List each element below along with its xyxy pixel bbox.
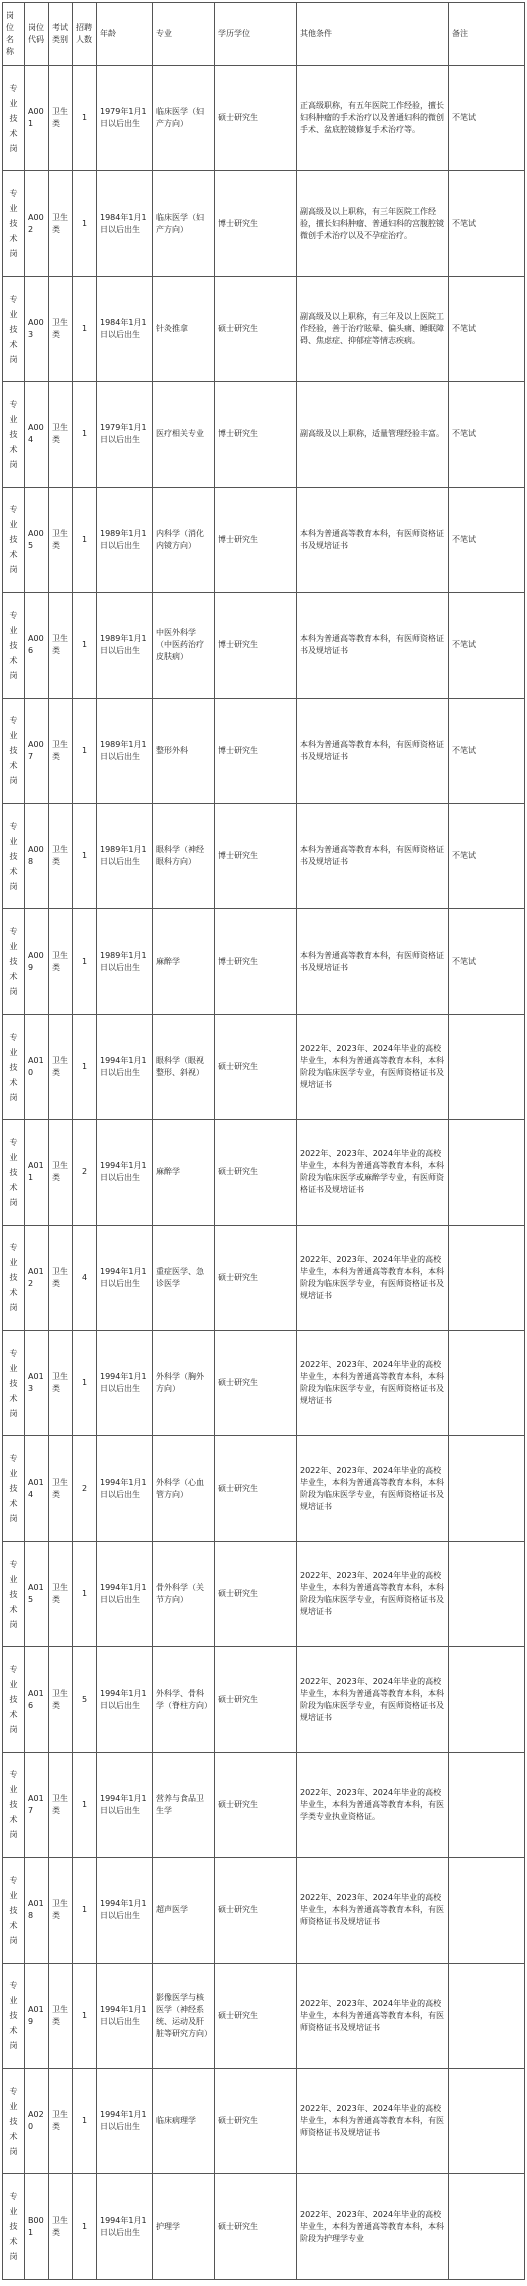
cell-education: 硕士研究生: [215, 1014, 297, 1119]
cell-age: 1994年1月1日以后出生: [97, 2174, 153, 2280]
cell-education: 博士研究生: [215, 171, 297, 276]
cell-hire-count: 1: [73, 1752, 97, 1857]
cell-note: 不笔试: [449, 909, 525, 1014]
cell-position-code: A013: [25, 1331, 49, 1436]
cell-other-conditions: 本科为普通高等教育本科，有医师资格证书及规培证书: [297, 487, 449, 592]
cell-major: 外科学（心血管方向）: [153, 1436, 215, 1541]
table-row: [3, 171, 525, 276]
cell-age: 1989年1月1日以后出生: [97, 593, 153, 698]
cell-age: 1994年1月1日以后出生: [97, 1752, 153, 1857]
cell-position-name: 专业技术岗: [3, 276, 25, 381]
cell-note: [449, 1963, 525, 2068]
cell-major: 医疗相关专业: [153, 382, 215, 487]
cell-exam-type: 卫生类: [49, 1647, 73, 1752]
cell-age: 1994年1月1日以后出生: [97, 1858, 153, 1963]
cell-other-conditions: 正高级职称，有五年医院工作经验，擅长妇科肿瘤的手术治疗以及普通妇科的微创手术、盆底腔镜修复手术治疗等。: [297, 66, 449, 171]
cell-exam-type: 卫生类: [49, 1858, 73, 1963]
cell-major: 整形外科: [153, 698, 215, 803]
cell-major: 超声医学: [153, 1858, 215, 1963]
table-row: [3, 909, 525, 1014]
cell-note: 不笔试: [449, 382, 525, 487]
cell-major: 麻醉学: [153, 1120, 215, 1225]
cell-other-conditions: 本科为普通高等教育本科，有医师资格证书及规培证书: [297, 698, 449, 803]
cell-note: 不笔试: [449, 66, 525, 171]
cell-education: 博士研究生: [215, 593, 297, 698]
cell-position-code: A002: [25, 171, 49, 276]
cell-exam-type: 卫生类: [49, 1120, 73, 1225]
cell-hire-count: 1: [73, 1331, 97, 1436]
cell-position-code: A010: [25, 1014, 49, 1119]
table-row: [3, 593, 525, 698]
cell-other-conditions: 2022年、2023年、2024年毕业的高校毕业生，本科为普通高等教育本科，本科阶段为临床医学专业，有医师资格证书及规培证书: [297, 1647, 449, 1752]
cell-hire-count: 1: [73, 698, 97, 803]
cell-note: [449, 1858, 525, 1963]
cell-major: 骨外科学（关节方向）: [153, 1541, 215, 1646]
table-header-row: [3, 3, 525, 66]
cell-exam-type: 卫生类: [49, 2069, 73, 2174]
table-row: [3, 66, 525, 171]
cell-hire-count: 1: [73, 1014, 97, 1119]
cell-education: 硕士研究生: [215, 1858, 297, 1963]
cell-major: 眼科学（眼视整形、斜视）: [153, 1014, 215, 1119]
cell-note: 不笔试: [449, 171, 525, 276]
cell-other-conditions: 2022年、2023年、2024年毕业的高校毕业生，本科为普通高等教育本科，本科阶段为临床医学专业，有医师资格证书及规培证书: [297, 1436, 449, 1541]
cell-position-name: 专业技术岗: [3, 698, 25, 803]
cell-position-name: 专业技术岗: [3, 171, 25, 276]
table-row: [3, 1014, 525, 1119]
cell-age: 1989年1月1日以后出生: [97, 698, 153, 803]
cell-education: 博士研究生: [215, 487, 297, 592]
table-row: [3, 1858, 525, 1963]
header-major: 专业: [153, 3, 215, 66]
cell-age: 1994年1月1日以后出生: [97, 1963, 153, 2068]
cell-education: 硕士研究生: [215, 1225, 297, 1330]
cell-education: 硕士研究生: [215, 1120, 297, 1225]
table-row: [3, 1225, 525, 1330]
cell-major: 中医外科学（中医药治疗皮肤病）: [153, 593, 215, 698]
cell-exam-type: 卫生类: [49, 1436, 73, 1541]
cell-note: [449, 1752, 525, 1857]
cell-position-name: 专业技术岗: [3, 1014, 25, 1119]
cell-position-code: A017: [25, 1752, 49, 1857]
cell-exam-type: 卫生类: [49, 487, 73, 592]
cell-hire-count: 1: [73, 1541, 97, 1646]
cell-education: 博士研究生: [215, 382, 297, 487]
cell-age: 1989年1月1日以后出生: [97, 803, 153, 908]
cell-education: 硕士研究生: [215, 1963, 297, 2068]
cell-other-conditions: 2022年、2023年、2024年毕业的高校毕业生，本科为普通高等教育本科，有医学类专业执业资格证。: [297, 1752, 449, 1857]
cell-major: 临床医学（妇产方向）: [153, 171, 215, 276]
cell-hire-count: 1: [73, 382, 97, 487]
cell-education: 硕士研究生: [215, 1331, 297, 1436]
cell-note: 不笔试: [449, 487, 525, 592]
cell-education: 硕士研究生: [215, 2174, 297, 2280]
cell-position-code: A005: [25, 487, 49, 592]
cell-note: 不笔试: [449, 803, 525, 908]
cell-position-code: A019: [25, 1963, 49, 2068]
cell-position-code: A011: [25, 1120, 49, 1225]
cell-position-code: B001: [25, 2174, 49, 2280]
cell-other-conditions: 2022年、2023年、2024年毕业的高校毕业生，本科为普通高等教育本科，本科阶段为临床医学专业，有医师资格证书及规培证书: [297, 1331, 449, 1436]
cell-note: 不笔试: [449, 698, 525, 803]
cell-exam-type: 卫生类: [49, 1225, 73, 1330]
cell-major: 针灸推拿: [153, 276, 215, 381]
cell-position-name: 专业技术岗: [3, 1752, 25, 1857]
cell-position-code: A016: [25, 1647, 49, 1752]
cell-other-conditions: 本科为普通高等教育本科，有医师资格证书及规培证书: [297, 593, 449, 698]
cell-age: 1994年1月1日以后出生: [97, 1647, 153, 1752]
cell-exam-type: 卫生类: [49, 1331, 73, 1436]
cell-exam-type: 卫生类: [49, 1963, 73, 2068]
cell-position-name: 专业技术岗: [3, 1436, 25, 1541]
cell-position-code: A001: [25, 66, 49, 171]
cell-position-name: 专业技术岗: [3, 2174, 25, 2280]
cell-position-name: 专业技术岗: [3, 66, 25, 171]
cell-age: 1994年1月1日以后出生: [97, 1014, 153, 1119]
header-name: 岗位名称: [3, 3, 25, 66]
cell-age: 1994年1月1日以后出生: [97, 1120, 153, 1225]
cell-major: 临床医学（妇产方向）: [153, 66, 215, 171]
cell-exam-type: 卫生类: [49, 593, 73, 698]
cell-position-code: A007: [25, 698, 49, 803]
cell-hire-count: 1: [73, 909, 97, 1014]
cell-hire-count: 1: [73, 66, 97, 171]
table-row: [3, 803, 525, 908]
cell-exam-type: 卫生类: [49, 803, 73, 908]
cell-major: 内科学（消化内镜方向）: [153, 487, 215, 592]
cell-position-name: 专业技术岗: [3, 593, 25, 698]
table-row: [3, 1436, 525, 1541]
cell-hire-count: 1: [73, 593, 97, 698]
cell-hire-count: 1: [73, 171, 97, 276]
cell-position-code: A015: [25, 1541, 49, 1646]
cell-hire-count: 1: [73, 276, 97, 381]
cell-exam-type: 卫生类: [49, 382, 73, 487]
table-row: [3, 2174, 525, 2280]
cell-exam-type: 卫生类: [49, 1541, 73, 1646]
cell-age: 1994年1月1日以后出生: [97, 1436, 153, 1541]
cell-other-conditions: 2022年、2023年、2024年毕业的高校毕业生，本科为普通高等教育本科，本科阶段为临床医学专业，有医师资格证书及规培证书: [297, 1541, 449, 1646]
cell-note: [449, 2069, 525, 2174]
cell-major: 护理学: [153, 2174, 215, 2280]
cell-position-code: A006: [25, 593, 49, 698]
cell-exam-type: 卫生类: [49, 276, 73, 381]
table-body: [3, 66, 525, 2280]
cell-age: 1979年1月1日以后出生: [97, 382, 153, 487]
cell-hire-count: 2: [73, 1120, 97, 1225]
cell-major: 外科学（胸外方向）: [153, 1331, 215, 1436]
cell-other-conditions: 副高级及以上职称，有三年医院工作经验，擅长妇科肿瘤、普通妇科的宫腹腔镜微创手术治疗以及不孕症治疗。: [297, 171, 449, 276]
cell-age: 1994年1月1日以后出生: [97, 1225, 153, 1330]
cell-hire-count: 5: [73, 1647, 97, 1752]
cell-age: 1989年1月1日以后出生: [97, 909, 153, 1014]
header-exam-type: 考试类别: [49, 3, 73, 66]
cell-other-conditions: 2022年、2023年、2024年毕业的高校毕业生，本科为普通高等教育本科，本科阶段为临床医学专业，有医师资格证书及规培证书: [297, 1225, 449, 1330]
cell-age: 1984年1月1日以后出生: [97, 171, 153, 276]
table-row: [3, 1752, 525, 1857]
cell-major: 外科学、骨科学（脊柱方向）: [153, 1647, 215, 1752]
header-count: 招聘人数: [73, 3, 97, 66]
table-row: [3, 1541, 525, 1646]
table-row: [3, 1120, 525, 1225]
table-row: [3, 487, 525, 592]
cell-position-name: 专业技术岗: [3, 1963, 25, 2068]
cell-hire-count: 1: [73, 1963, 97, 2068]
table-row: [3, 1647, 525, 1752]
cell-education: 硕士研究生: [215, 1647, 297, 1752]
header-code: 岗位代码: [25, 3, 49, 66]
header-education: 学历学位: [215, 3, 297, 66]
cell-hire-count: 1: [73, 803, 97, 908]
cell-exam-type: 卫生类: [49, 2174, 73, 2280]
cell-age: 1989年1月1日以后出生: [97, 487, 153, 592]
cell-position-name: 专业技术岗: [3, 1858, 25, 1963]
cell-major: 影像医学与核医学（神经系统、运动及肝脏等研究方向）: [153, 1963, 215, 2068]
cell-position-code: A003: [25, 276, 49, 381]
table-row: [3, 1963, 525, 2068]
cell-position-name: 专业技术岗: [3, 803, 25, 908]
cell-note: [449, 1647, 525, 1752]
cell-age: 1994年1月1日以后出生: [97, 1331, 153, 1436]
cell-exam-type: 卫生类: [49, 1014, 73, 1119]
cell-age: 1979年1月1日以后出生: [97, 66, 153, 171]
cell-hire-count: 2: [73, 1436, 97, 1541]
cell-education: 硕士研究生: [215, 1752, 297, 1857]
cell-education: 硕士研究生: [215, 66, 297, 171]
cell-other-conditions: 2022年、2023年、2024年毕业的高校毕业生，本科为普通高等教育本科，有医师资格证书及规培证书: [297, 2069, 449, 2174]
cell-note: 不笔试: [449, 593, 525, 698]
header-age: 年龄: [97, 3, 153, 66]
cell-education: 硕士研究生: [215, 2069, 297, 2174]
table-row: [3, 382, 525, 487]
cell-age: 1984年1月1日以后出生: [97, 276, 153, 381]
table-row: [3, 276, 525, 381]
cell-note: [449, 1331, 525, 1436]
cell-other-conditions: 副高级及以上职称，有三年及以上医院工作经验，善于治疗眩晕、偏头痛、睡眠障碍、焦虑症、抑郁症等情志疾病。: [297, 276, 449, 381]
cell-other-conditions: 2022年、2023年、2024年毕业的高校毕业生，本科为普通高等教育本科，有医师资格证书及规培证书: [297, 1963, 449, 2068]
cell-hire-count: 1: [73, 2174, 97, 2280]
cell-position-name: 专业技术岗: [3, 1647, 25, 1752]
cell-position-name: 专业技术岗: [3, 382, 25, 487]
cell-major: 营养与食品卫生学: [153, 1752, 215, 1857]
cell-other-conditions: 2022年、2023年、2024年毕业的高校毕业生，本科为普通高等教育本科，有医师资格证书及规培证书: [297, 1858, 449, 1963]
cell-position-code: A020: [25, 2069, 49, 2174]
cell-other-conditions: 本科为普通高等教育本科，有医师资格证书及规培证书: [297, 909, 449, 1014]
cell-position-name: 专业技术岗: [3, 1120, 25, 1225]
cell-position-code: A012: [25, 1225, 49, 1330]
cell-other-conditions: 2022年、2023年、2024年毕业的高校毕业生，本科为普通高等教育本科，本科阶段为护理学专业: [297, 2174, 449, 2280]
cell-hire-count: 1: [73, 2069, 97, 2174]
cell-position-name: 专业技术岗: [3, 487, 25, 592]
cell-education: 硕士研究生: [215, 276, 297, 381]
header-note: 备注: [449, 3, 525, 66]
cell-other-conditions: 本科为普通高等教育本科，有医师资格证书及规培证书: [297, 803, 449, 908]
cell-other-conditions: 2022年、2023年、2024年毕业的高校毕业生，本科为普通高等教育本科，本科阶段为临床医学或麻醉学专业，有医师资格证书及规培证书: [297, 1120, 449, 1225]
recruitment-table: [2, 2, 525, 2280]
table-row: [3, 698, 525, 803]
cell-other-conditions: 2022年、2023年、2024年毕业的高校毕业生，本科为普通高等教育本科，本科阶段为临床医学专业，有医师资格证书及规培证书: [297, 1014, 449, 1119]
cell-education: 硕士研究生: [215, 1541, 297, 1646]
cell-education: 博士研究生: [215, 803, 297, 908]
cell-position-code: A014: [25, 1436, 49, 1541]
cell-exam-type: 卫生类: [49, 171, 73, 276]
cell-exam-type: 卫生类: [49, 66, 73, 171]
cell-major: 重症医学、急诊医学: [153, 1225, 215, 1330]
cell-exam-type: 卫生类: [49, 1752, 73, 1857]
header-other: 其他条件: [297, 3, 449, 66]
cell-exam-type: 卫生类: [49, 909, 73, 1014]
cell-other-conditions: 副高级及以上职称，适量管理经验丰富。: [297, 382, 449, 487]
cell-position-code: A004: [25, 382, 49, 487]
cell-major: 麻醉学: [153, 909, 215, 1014]
table-row: [3, 2069, 525, 2174]
cell-note: [449, 1120, 525, 1225]
cell-education: 博士研究生: [215, 698, 297, 803]
cell-hire-count: 1: [73, 1858, 97, 1963]
table-row: [3, 1331, 525, 1436]
cell-major: 眼科学（神经眼科方向）: [153, 803, 215, 908]
cell-note: [449, 1014, 525, 1119]
cell-age: 1994年1月1日以后出生: [97, 1541, 153, 1646]
cell-position-name: 专业技术岗: [3, 1331, 25, 1436]
cell-age: 1994年1月1日以后出生: [97, 2069, 153, 2174]
cell-education: 博士研究生: [215, 909, 297, 1014]
cell-position-name: 专业技术岗: [3, 1225, 25, 1330]
cell-position-name: 专业技术岗: [3, 2069, 25, 2174]
cell-education: 硕士研究生: [215, 1436, 297, 1541]
cell-position-code: A018: [25, 1858, 49, 1963]
cell-note: [449, 2174, 525, 2280]
cell-position-name: 专业技术岗: [3, 1541, 25, 1646]
cell-note: [449, 1225, 525, 1330]
cell-position-code: A008: [25, 803, 49, 908]
cell-note: 不笔试: [449, 276, 525, 381]
cell-note: [449, 1436, 525, 1541]
cell-exam-type: 卫生类: [49, 698, 73, 803]
cell-hire-count: 4: [73, 1225, 97, 1330]
cell-position-name: 专业技术岗: [3, 909, 25, 1014]
cell-hire-count: 1: [73, 487, 97, 592]
cell-note: [449, 1541, 525, 1646]
cell-position-code: A009: [25, 909, 49, 1014]
cell-major: 临床病理学: [153, 2069, 215, 2174]
